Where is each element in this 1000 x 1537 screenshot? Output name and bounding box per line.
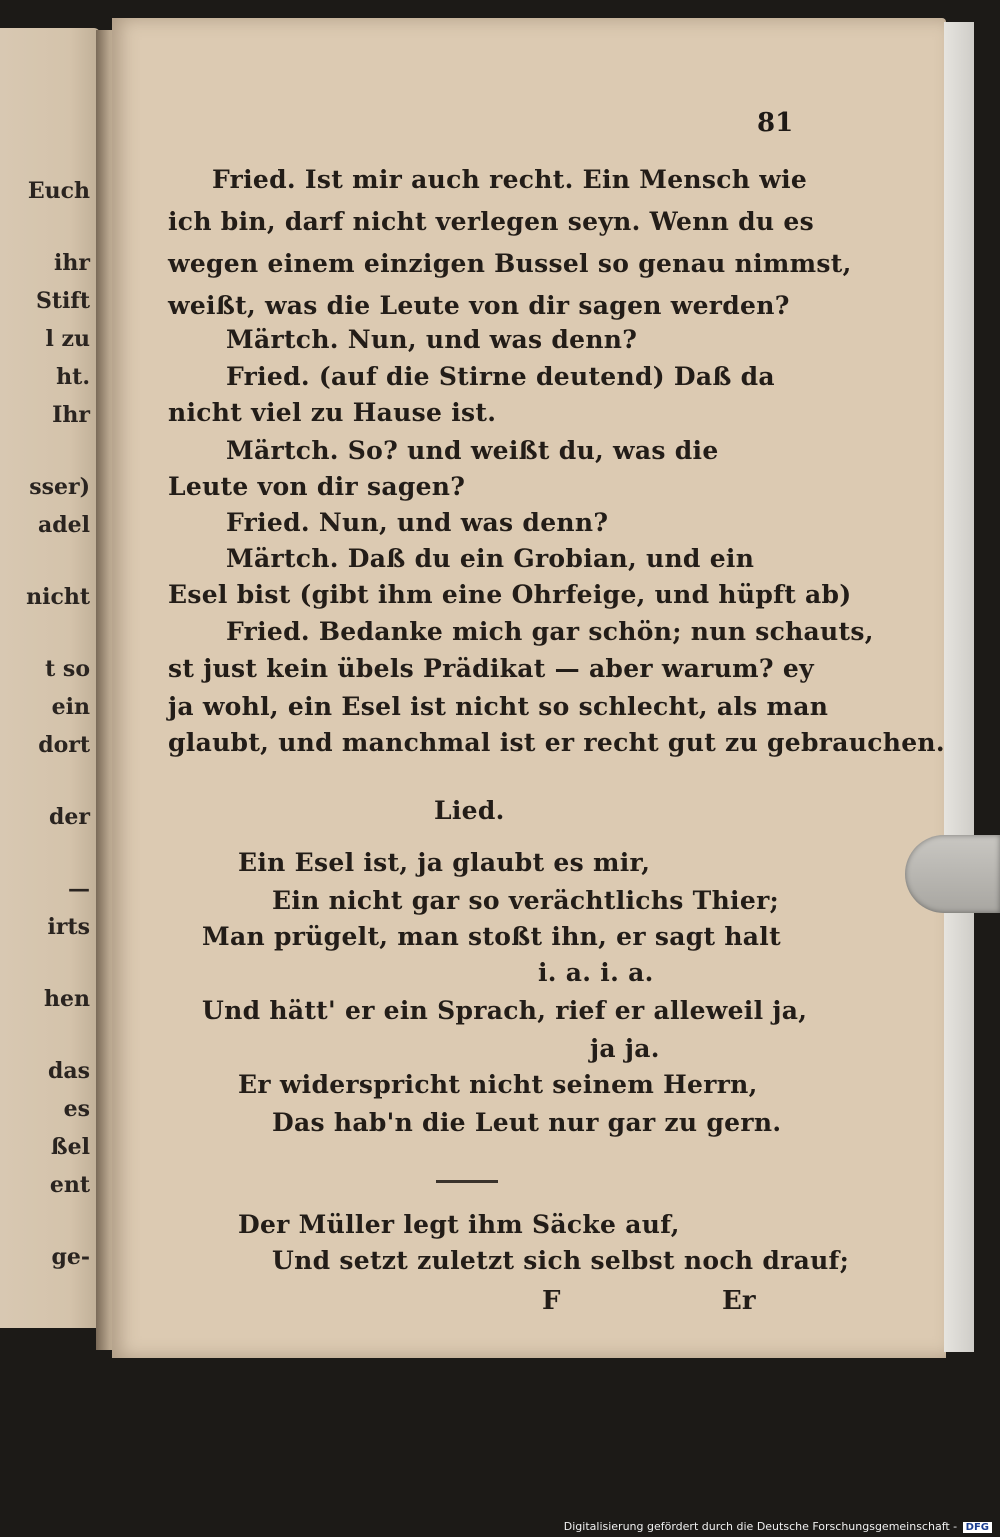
text-line: Fried. (auf die Stirne deutend) Daß da bbox=[226, 362, 775, 391]
left-fragment: l zu bbox=[45, 326, 90, 352]
left-fragment: sser) bbox=[29, 474, 90, 500]
left-fragment: Stift bbox=[35, 288, 90, 314]
text-line: Fried. Nun, und was denn? bbox=[226, 508, 609, 537]
song-line: ja ja. bbox=[590, 1034, 660, 1063]
text-line: Leute von dir sagen? bbox=[168, 472, 466, 501]
text-line: wegen einem einzigen Bussel so genau nimmst, bbox=[168, 249, 852, 278]
text-line: ja wohl, ein Esel ist nicht so schlecht, als man bbox=[168, 692, 829, 721]
song-line: Er widerspricht nicht seinem Herrn, bbox=[238, 1070, 758, 1099]
song-line: Man prügelt, man stoßt ihn, er sagt halt bbox=[202, 922, 781, 951]
left-fragment: Ihr bbox=[52, 402, 90, 428]
left-fragment: — bbox=[68, 876, 90, 902]
text-line: weißt, was die Leute von dir sagen werden? bbox=[168, 291, 790, 320]
left-fragment: ent bbox=[49, 1172, 90, 1198]
text-line: Fried. Ist mir auch recht. Ein Mensch wie bbox=[212, 165, 808, 194]
left-fragment: ßel bbox=[50, 1134, 90, 1160]
left-fragment: ge- bbox=[51, 1244, 90, 1270]
section-divider bbox=[436, 1180, 498, 1183]
left-fragment: hen bbox=[44, 986, 90, 1012]
page-edge bbox=[944, 22, 974, 1352]
left-fragment: nicht bbox=[26, 584, 90, 610]
text-line: Märtch. So? und weißt du, was die bbox=[226, 436, 719, 465]
song-line: Ein nicht gar so verächtlichs Thier; bbox=[272, 886, 780, 915]
text-line: st just kein übels Prädikat — aber warum? ey bbox=[168, 654, 814, 683]
left-fragment: ihr bbox=[54, 250, 90, 276]
left-fragment: irts bbox=[47, 914, 90, 940]
text-line: nicht viel zu Hause ist. bbox=[168, 398, 497, 427]
song-line: Und setzt zuletzt sich selbst noch drauf; bbox=[272, 1246, 850, 1275]
song-title: Lied. bbox=[434, 796, 505, 825]
song-line: Ein Esel ist, ja glaubt es mir, bbox=[238, 848, 651, 877]
page-number: 81 bbox=[757, 108, 794, 138]
left-fragment: das bbox=[47, 1058, 90, 1084]
bookmark-tab bbox=[905, 835, 1000, 913]
song-line: Der Müller legt ihm Säcke auf, bbox=[238, 1210, 680, 1239]
dfg-logo: DFG bbox=[963, 1522, 992, 1533]
text-line: Fried. Bedanke mich gar schön; nun schauts, bbox=[226, 617, 874, 646]
left-fragment: der bbox=[49, 804, 90, 830]
left-fragment: Euch bbox=[27, 178, 90, 204]
left-fragment: adel bbox=[38, 512, 90, 538]
left-fragment: dort bbox=[38, 732, 90, 758]
left-page-edge bbox=[0, 28, 100, 1328]
left-fragment: ht. bbox=[56, 364, 90, 390]
left-fragment: ein bbox=[51, 694, 90, 720]
text-line: Märtch. Nun, und was denn? bbox=[226, 325, 638, 354]
footer-credit bbox=[564, 1520, 992, 1533]
text-line: Märtch. Daß du ein Grobian, und ein bbox=[226, 544, 755, 573]
left-fragment: es bbox=[63, 1096, 90, 1122]
footer-text: Digitalisierung gefördert durch die Deutsche Forschungsgemeinschaft - bbox=[563, 1520, 958, 1533]
song-line: Das hab'n die Leut nur gar zu gern. bbox=[272, 1108, 782, 1137]
song-line: i. a. i. a. bbox=[538, 958, 654, 987]
text-line: Esel bist (gibt ihm eine Ohrfeige, und hüpft ab) bbox=[168, 580, 852, 609]
catchword: Er bbox=[722, 1286, 756, 1316]
left-fragment: t so bbox=[45, 656, 90, 682]
song-line: Und hätt' er ein Sprach, rief er alleweil ja, bbox=[202, 996, 808, 1025]
signature-mark: F bbox=[542, 1286, 561, 1316]
text-line: ich bin, darf nicht verlegen seyn. Wenn du es bbox=[168, 207, 814, 236]
text-line: glaubt, und manchmal ist er recht gut zu gebrauchen. bbox=[168, 728, 945, 757]
